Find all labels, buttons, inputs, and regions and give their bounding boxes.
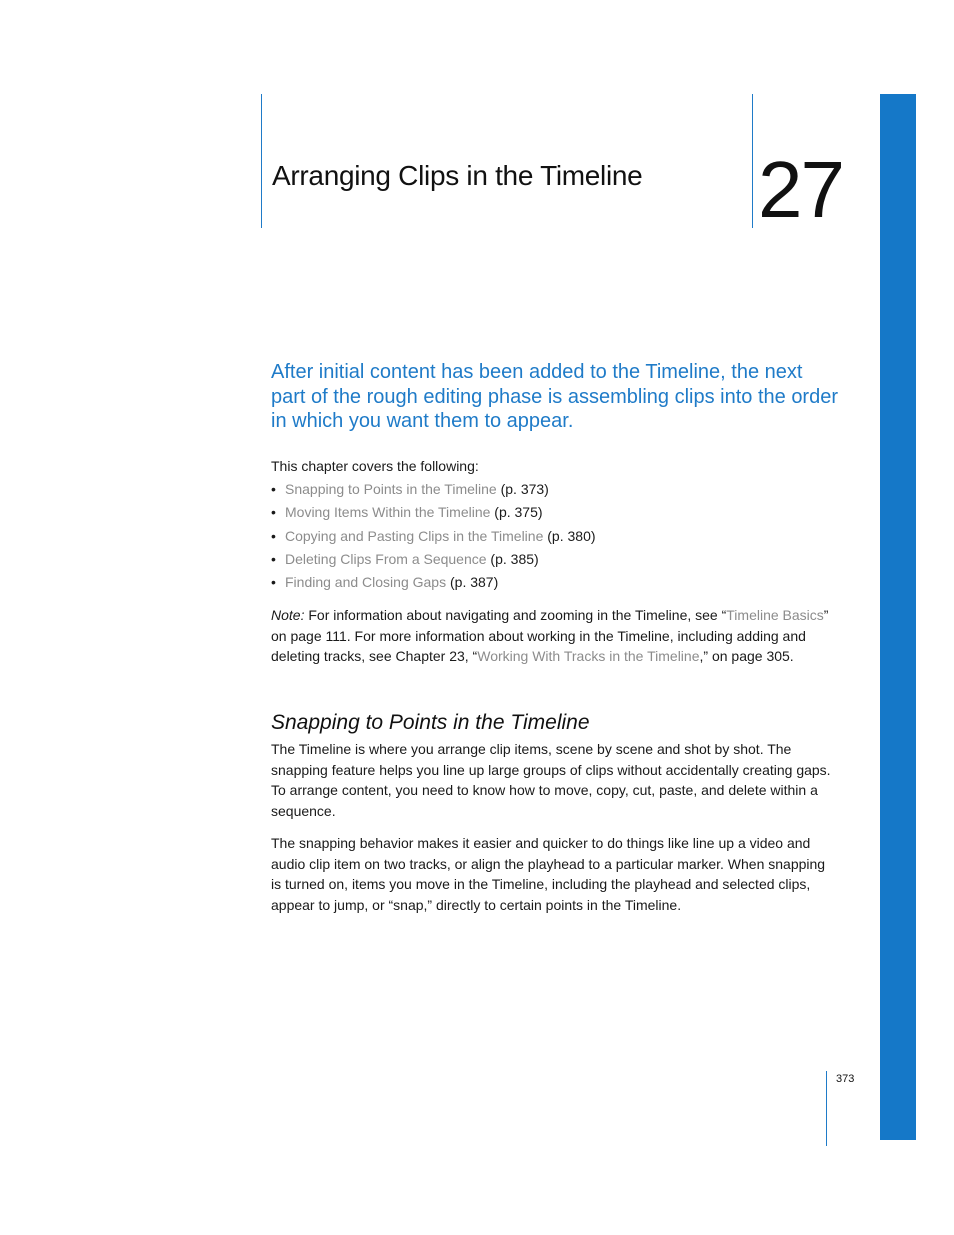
chapter-side-tab <box>880 94 916 1140</box>
page-number-rule <box>826 1071 827 1146</box>
title-rule <box>261 94 262 228</box>
toc-link-moving[interactable]: Moving Items Within the Timeline <box>285 504 491 521</box>
bullet: • <box>271 481 276 497</box>
toc-item <box>271 549 596 572</box>
bullet: • <box>271 504 276 521</box>
toc-page-ref: (p. 387) <box>446 574 499 591</box>
toc-link-copying[interactable]: Copying and Pasting Clips in the Timeline <box>285 527 544 544</box>
toc-link-snapping[interactable]: Snapping to Points in the Timeline <box>285 481 497 497</box>
note-text: ” on page 111. For more information about working in the Timeline, including adding and deleting tracks, see Chapter 23, “ <box>271 607 829 664</box>
link-timeline-basics[interactable]: Timeline Basics <box>726 607 824 623</box>
chapter-intro: After initial content has been added to the Timeline, the next part of the rough editing phase is assembling clips into the order in which you want them to appear. <box>271 361 839 432</box>
chapter-number: 27 <box>758 145 843 234</box>
note-text: For information about navigating and zooming in the Timeline, see “ <box>304 607 727 623</box>
toc-page-ref: (p. 375) <box>490 504 543 521</box>
note-text: ,” on page 305. <box>699 648 794 664</box>
toc-item <box>271 502 596 525</box>
chapter-number-rule <box>752 94 753 228</box>
toc-item <box>271 526 596 549</box>
note-paragraph <box>271 605 831 667</box>
section-heading: Snapping to Points in the Timeline <box>271 711 590 734</box>
chapter-toc-list <box>271 479 596 595</box>
bullet: • <box>271 550 276 567</box>
body-paragraph: The Timeline is where you arrange clip items, scene by scene and shot by shot. The snapping feature helps you line up large groups of clips without accidentally creating gaps. To arrange content, you need to know how to move, copy, cut, paste, and delete within a sequence. <box>271 741 831 819</box>
note-label: Note: <box>271 607 305 623</box>
toc-item <box>271 572 596 595</box>
toc-link-deleting[interactable]: Deleting Clips From a Sequence <box>285 550 487 567</box>
bullet: • <box>271 527 276 544</box>
page-number: 373 <box>836 1073 855 1085</box>
toc-page-ref: (p. 373) <box>496 481 549 497</box>
covers-label: This chapter covers the following: <box>271 458 479 474</box>
link-working-with-tracks[interactable]: Working With Tracks in the Timeline <box>477 648 700 664</box>
bullet: • <box>271 574 276 591</box>
toc-page-ref: (p. 385) <box>486 550 539 567</box>
toc-link-gaps[interactable]: Finding and Closing Gaps <box>285 574 447 591</box>
chapter-title: Arranging Clips in the Timeline <box>272 160 643 191</box>
body-paragraph: The snapping behavior makes it easier and quicker to do things like line up a video and audio clip item on two tracks, or align the playhead to a particular marker. When snapping is turned on, items you move in the Timeline, including the playhead and selected clips, appear to jump, or “snap,” directly to certain points in the Timeline. <box>271 835 826 913</box>
toc-item <box>271 479 596 502</box>
toc-page-ref: (p. 380) <box>543 527 596 544</box>
